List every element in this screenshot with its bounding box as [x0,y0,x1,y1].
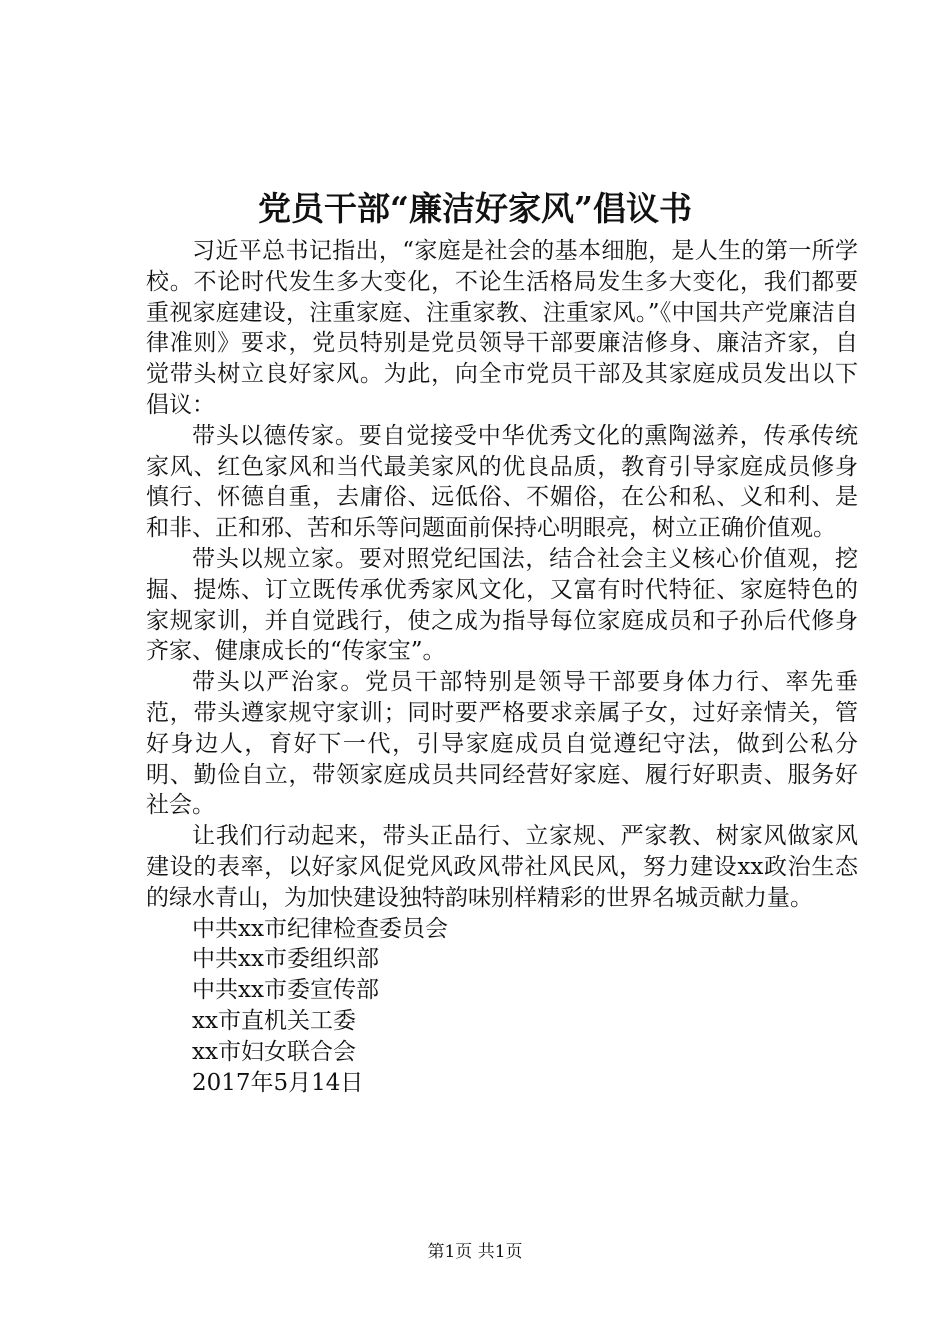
intro-paragraph: 习近平总书记指出，“家庭是社会的基本细胞，是人生的第一所学校。不论时代发生多大变化，不论生活格局发生多大变化，我们都要重视家庭建设，注重家庭、注重家教、注重家风。”《中国共产党廉洁自律准则》要求，党员特别是党员领导干部要廉洁修身、廉洁齐家，自觉带头树立良好家风。为此，向全市党员干部及其家庭成员发出以下倡议： [146,238,858,418]
signatory-publicity-dept: 中共xx市委宣传部 [192,977,379,1004]
document-title: 党员干部“廉洁好家风”倡议书 [258,189,692,228]
closing-paragraph: 让我们行动起来，带头正品行、立家规、严家教、树家风做家风建设的表率，以好家风促党风政风带社风民风，努力建设xx政治生态的绿水青山，为加快建设独特韵味别样精彩的世界名城贡献力量。 [146,823,858,911]
document-date: 2017年5月14日 [192,1069,364,1096]
document-body [146,236,858,1098]
strict-paragraph: 带头以严治家。党员干部特别是领导干部要身体力行、率先垂范，带头遵家规守家训；同时要严格要求亲属子女，过好亲情关，管好身边人，育好下一代，引导家庭成员自觉遵纪守法，做到公私分明、勤俭自立，带领家庭成员共同经营好家庭、履行好职责、服务好社会。 [146,669,858,819]
signatory-womens-federation: xx市妇女联合会 [192,1038,356,1065]
virtue-paragraph: 带头以德传家。要自觉接受中华优秀文化的熏陶滋养，传承传统家风、红色家风和当代最美家风的优良品质，教育引导家庭成员修身慎行、怀德自重，去庸俗、远低俗、不媚俗，在公和私、义和利、是和非、正和邪、苦和乐等问题面前保持心明眼亮，树立正确价值观。 [146,422,858,542]
signatory-discipline-commission: 中共xx市纪律检查委员会 [192,915,448,942]
signature-block [146,914,858,1099]
rules-paragraph: 带头以规立家。要对照党纪国法，结合社会主义核心价值观，挖掘、提炼、订立既传承优秀家风文化，又富有时代特征、家庭特色的家规家训，并自觉践行，使之成为指导每位家庭成员和子孙后代修身齐家、健康成长的“传家宝”。 [146,545,858,665]
page-footer: 第1页 共1页 [427,1242,523,1262]
signatory-organization-dept: 中共xx市委组织部 [192,946,379,973]
signatory-municipal-work-committee: xx市直机关工委 [192,1007,356,1034]
